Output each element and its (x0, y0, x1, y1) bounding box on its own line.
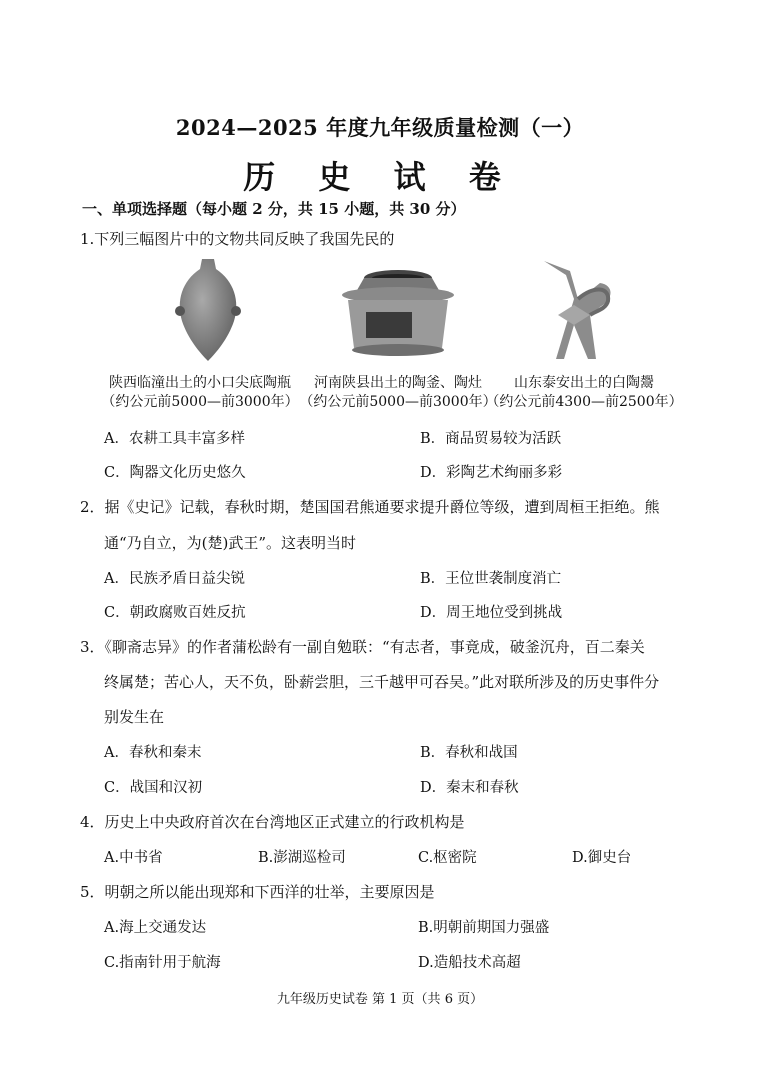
q2-option-b[interactable]: B．王位世袭制度消亡 (420, 571, 562, 587)
q5-option-c[interactable]: C.指南针用于航海 (104, 955, 221, 971)
question-2-line-2: 通“乃自立，为(楚)武王”。这表明当时 (104, 534, 357, 552)
section-heading: 一、单项选择题（每小题 2 分，共 15 小题，共 30 分） (82, 200, 466, 218)
q2-option-c[interactable]: C．朝政腐败百姓反抗 (104, 605, 246, 621)
q1-option-d[interactable]: D．彩陶艺术绚丽多彩 (420, 465, 563, 481)
q3-option-c[interactable]: C．战国和汉初 (104, 780, 203, 796)
q2-option-d[interactable]: D．周王地位受到挑战 (420, 605, 563, 621)
pottery-stove-icon (336, 268, 460, 360)
question-3-line-3: 别发生在 (104, 708, 165, 726)
q1-option-b[interactable]: B．商品贸易较为活跃 (420, 431, 562, 447)
q4-option-a[interactable]: A.中书省 (104, 850, 163, 866)
question-2-line-1: 2．据《史记》记载，春秋时期，楚国国君熊通要求提升爵位等级，遭到周桓王拒绝。熊 (80, 498, 660, 516)
q5-option-a[interactable]: A.海上交通发达 (104, 920, 207, 936)
question-5-stem: 5．明朝之所以能出现郑和下西洋的壮举，主要原因是 (80, 883, 435, 901)
q5-option-d[interactable]: D.造船技术高超 (418, 955, 521, 971)
q3-option-d[interactable]: D．秦末和春秋 (420, 780, 519, 796)
q3-option-b[interactable]: B．春秋和战国 (420, 745, 518, 761)
pottery-bottle-icon (168, 255, 248, 365)
q4-option-d[interactable]: D.御史台 (572, 850, 632, 866)
q2-option-a[interactable]: A．民族矛盾日益尖锐 (104, 571, 245, 587)
artifact-1-date: （约公元前5000—前3000年） (101, 394, 299, 410)
artifact-1-caption: 陕西临潼出土的小口尖底陶瓶 (109, 375, 291, 391)
subject-title: 历 史 试 卷 (243, 158, 517, 196)
question-3-line-1: 3．《聊斋志异》的作者蒲松龄有一副自勉联：“有志者，事竟成，破釜沉舟，百二秦关 (80, 638, 645, 656)
artifact-3-caption: 山东泰安出土的白陶鬶 (514, 375, 654, 391)
q4-option-c[interactable]: C.枢密院 (418, 850, 477, 866)
q4-option-b[interactable]: B.澎湖巡检司 (258, 850, 346, 866)
q1-option-c[interactable]: C．陶器文化历史悠久 (104, 465, 246, 481)
artifact-2-date: （约公元前5000—前3000年） (299, 394, 497, 410)
q3-option-a[interactable]: A．春秋和秦末 (104, 745, 202, 761)
q5-option-b[interactable]: B.明朝前期国力强盛 (418, 920, 550, 936)
question-1-stem: 1.下列三幅图片中的文物共同反映了我国先民的 (80, 230, 395, 248)
pottery-gui-icon (534, 255, 618, 365)
page-footer: 九年级历史试卷 第 1 页（共 6 页） (276, 992, 484, 1007)
question-4-stem: 4．历史上中央政府首次在台湾地区正式建立的行政机构是 (80, 813, 465, 831)
artifact-2-caption: 河南陕县出土的陶釜、陶灶 (314, 375, 482, 391)
exam-title: 2024—2025 年度九年级质量检测（一） (175, 115, 585, 140)
artifact-3-date: （约公元前4300—前2500年） (485, 394, 683, 410)
q1-option-a[interactable]: A．农耕工具丰富多样 (104, 431, 245, 447)
question-3-line-2: 终属楚；苦心人，天不负，卧薪尝胆，三千越甲可吞吴。”此对联所涉及的历史事件分 (104, 673, 660, 691)
